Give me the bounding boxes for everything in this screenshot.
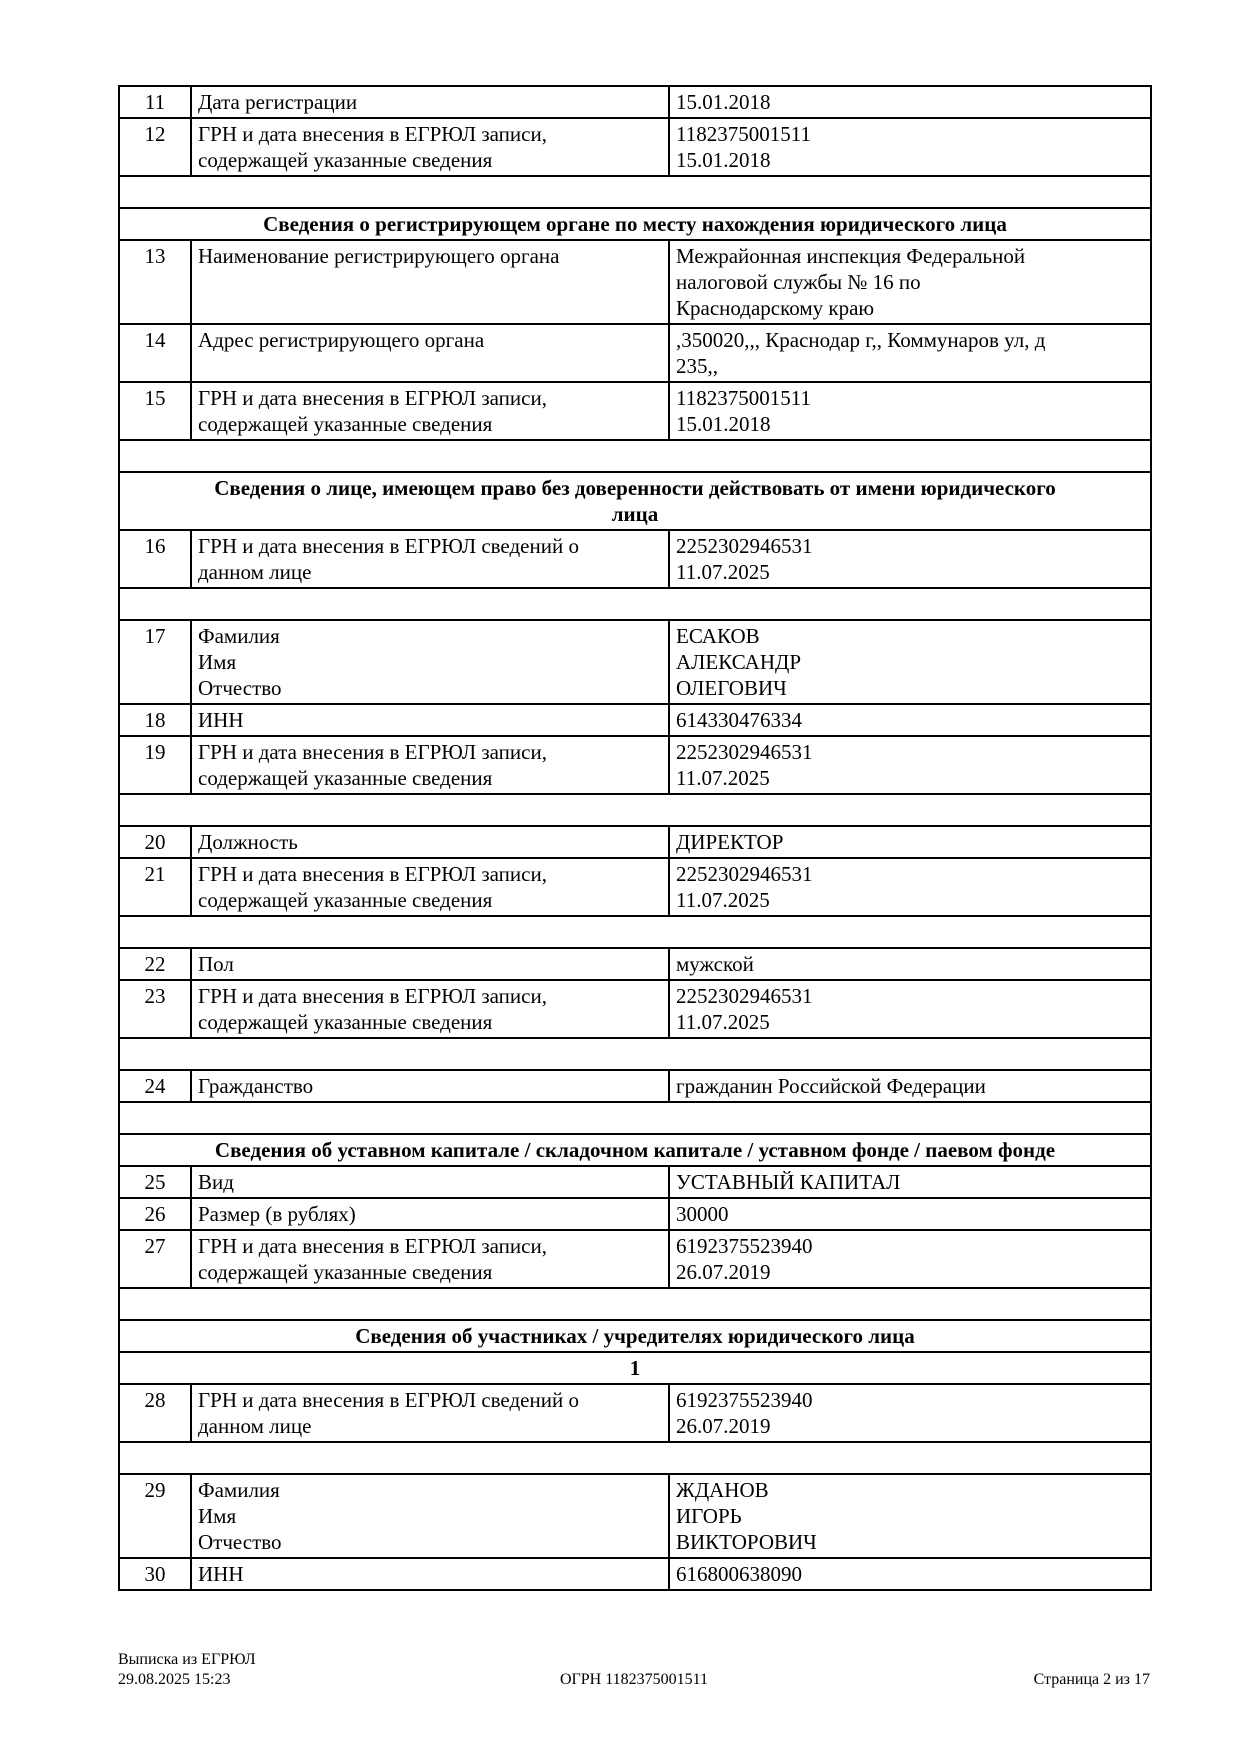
field-value-cell: [669, 324, 1151, 382]
spacer-cell: [119, 1038, 1151, 1070]
text-line: 15.01.2018: [676, 412, 771, 436]
field-value-cell: [669, 1558, 1151, 1590]
text-line: Наименование регистрирующего органа: [198, 244, 560, 268]
spacer-row: [119, 1102, 1151, 1134]
field-value-cell: [669, 736, 1151, 794]
table-row: [119, 1230, 1151, 1288]
table-row: [119, 86, 1151, 118]
egrul-table: [118, 85, 1152, 1591]
table-row: [119, 118, 1151, 176]
table-row: [119, 620, 1151, 704]
text-line: Имя: [198, 650, 237, 674]
text-line: АЛЕКСАНДР: [676, 650, 802, 674]
text-line: Гражданство: [198, 1074, 314, 1098]
text-line: 2252302946531: [676, 984, 813, 1008]
text-line: ДИРЕКТОР: [676, 830, 784, 854]
text-line: ИНН: [198, 1562, 244, 1586]
section-header-cell: [119, 208, 1151, 240]
text-line: 30000: [676, 1202, 729, 1226]
row-number-cell: 21: [119, 858, 191, 916]
table-row: [119, 530, 1151, 588]
row-number-cell: 13: [119, 240, 191, 324]
spacer-cell: [119, 1102, 1151, 1134]
section-row: [119, 1320, 1151, 1352]
row-number-cell: 19: [119, 736, 191, 794]
text-line: Фамилия: [198, 624, 280, 648]
text-line: данном лице: [198, 1414, 312, 1438]
table-row: [119, 382, 1151, 440]
row-number-cell: 15: [119, 382, 191, 440]
field-value-cell: [669, 118, 1151, 176]
table-row: [119, 704, 1151, 736]
text-line: содержащей указанные сведения: [198, 1260, 493, 1284]
text-line: ГРН и дата внесения в ЕГРЮЛ записи,: [198, 740, 547, 764]
text-line: ЖДАНОВ: [676, 1478, 769, 1502]
row-number-cell: 18: [119, 704, 191, 736]
text-line: ГРН и дата внесения в ЕГРЮЛ записи,: [198, 1234, 547, 1258]
table-row: [119, 1166, 1151, 1198]
text-line: ГРН и дата внесения в ЕГРЮЛ записи,: [198, 984, 547, 1008]
table-row: [119, 858, 1151, 916]
row-number-cell: 26: [119, 1198, 191, 1230]
text-line: 26.07.2019: [676, 1260, 771, 1284]
text-line: Имя: [198, 1504, 237, 1528]
text-line: содержащей указанные сведения: [198, 888, 493, 912]
row-number-cell: 25: [119, 1166, 191, 1198]
field-label-cell: [191, 240, 669, 324]
section-header-cell: [119, 1320, 1151, 1352]
text-line: Сведения об участниках / учредителях юридического лица: [355, 1324, 915, 1348]
text-line: 11.07.2025: [676, 1010, 770, 1034]
row-number-cell: 29: [119, 1474, 191, 1558]
text-line: мужской: [676, 952, 754, 976]
field-label-cell: [191, 948, 669, 980]
text-line: 2252302946531: [676, 534, 813, 558]
spacer-cell: [119, 916, 1151, 948]
row-number-cell: 17: [119, 620, 191, 704]
field-label-cell: [191, 1558, 669, 1590]
text-line: 1182375001511: [676, 122, 811, 146]
section-row: [119, 208, 1151, 240]
table-row: [119, 736, 1151, 794]
field-value-cell: [669, 858, 1151, 916]
spacer-cell: [119, 794, 1151, 826]
table-row: [119, 324, 1151, 382]
text-line: Адрес регистрирующего органа: [198, 328, 485, 352]
row-number-cell: 11: [119, 86, 191, 118]
field-label-cell: [191, 382, 669, 440]
field-label-cell: [191, 1198, 669, 1230]
field-label-cell: [191, 86, 669, 118]
row-number-cell: 23: [119, 980, 191, 1038]
table-row: [119, 1384, 1151, 1442]
text-line: 6192375523940: [676, 1388, 813, 1412]
table-row: [119, 240, 1151, 324]
table-row: [119, 1198, 1151, 1230]
text-line: ОЛЕГОВИЧ: [676, 676, 787, 700]
spacer-cell: [119, 440, 1151, 472]
field-value-cell: [669, 826, 1151, 858]
section-header-cell: [119, 472, 1151, 530]
spacer-row: [119, 916, 1151, 948]
spacer-cell: [119, 1288, 1151, 1320]
text-line: содержащей указанные сведения: [198, 412, 493, 436]
text-line: Вид: [198, 1170, 234, 1194]
field-label-cell: [191, 1474, 669, 1558]
field-label-cell: [191, 1070, 669, 1102]
text-line: 15.01.2018: [676, 90, 771, 114]
text-line: 614330476334: [676, 708, 802, 732]
text-line: гражданин Российской Федерации: [676, 1074, 986, 1098]
field-value-cell: [669, 980, 1151, 1038]
text-line: ИГОРЬ: [676, 1504, 742, 1528]
text-line: Пол: [198, 952, 234, 976]
field-value-cell: [669, 1070, 1151, 1102]
field-label-cell: [191, 704, 669, 736]
text-line: ИНН: [198, 708, 244, 732]
text-line: Сведения о регистрирующем органе по месту нахождения юридического лица: [263, 212, 1007, 236]
text-line: 2252302946531: [676, 862, 813, 886]
text-line: ГРН и дата внесения в ЕГРЮЛ сведений о: [198, 1388, 579, 1412]
text-line: 235,,: [676, 354, 718, 378]
spacer-cell: [119, 1442, 1151, 1474]
table-row: [119, 948, 1151, 980]
field-value-cell: [669, 1230, 1151, 1288]
field-value-cell: [669, 1198, 1151, 1230]
text-line: содержащей указанные сведения: [198, 766, 493, 790]
text-line: ГРН и дата внесения в ЕГРЮЛ сведений о: [198, 534, 579, 558]
row-number-cell: 28: [119, 1384, 191, 1442]
text-line: 15.01.2018: [676, 148, 771, 172]
text-line: ГРН и дата внесения в ЕГРЮЛ записи,: [198, 862, 547, 886]
row-number-cell: 14: [119, 324, 191, 382]
text-line: 11.07.2025: [676, 766, 770, 790]
spacer-row: [119, 794, 1151, 826]
text-line: Сведения о лице, имеющем право без доверенности действовать от имени юридического: [214, 476, 1056, 500]
field-value-cell: [669, 1384, 1151, 1442]
text-line: Отчество: [198, 676, 282, 700]
text-line: содержащей указанные сведения: [198, 1010, 493, 1034]
spacer-cell: [119, 588, 1151, 620]
text-line: Дата регистрации: [198, 90, 358, 114]
row-number-cell: 24: [119, 1070, 191, 1102]
text-line: Должность: [198, 830, 298, 854]
table-row: [119, 1474, 1151, 1558]
page-footer: [118, 1650, 1150, 1690]
field-value-cell: [669, 530, 1151, 588]
field-label-cell: [191, 858, 669, 916]
text-line: ,350020,,, Краснодар г,, Коммунаров ул, д: [676, 328, 1046, 352]
spacer-row: [119, 588, 1151, 620]
text-line: Сведения об уставном капитале / складочном капитале / уставном фонде / паевом фонде: [214, 1138, 1056, 1162]
field-label-cell: [191, 118, 669, 176]
field-label-cell: [191, 530, 669, 588]
field-value-cell: [669, 1474, 1151, 1558]
text-line: налоговой службы № 16 по: [676, 270, 921, 294]
text-line: Краснодарскому краю: [676, 296, 875, 320]
row-number-cell: 16: [119, 530, 191, 588]
section-header-cell: [119, 1134, 1151, 1166]
text-line: Размер (в рублях): [198, 1202, 356, 1226]
footer-doc-type: Выписка из ЕГРЮЛ: [118, 1651, 256, 1668]
field-value-cell: [669, 86, 1151, 118]
field-label-cell: [191, 826, 669, 858]
section-row: [119, 472, 1151, 530]
text-line: Отчество: [198, 1530, 282, 1554]
text-line: содержащей указанные сведения: [198, 148, 493, 172]
spacer-cell: [119, 176, 1151, 208]
text-line: 1: [629, 1356, 641, 1380]
field-label-cell: [191, 324, 669, 382]
spacer-row: [119, 1038, 1151, 1070]
text-line: Межрайонная инспекция Федеральной: [676, 244, 1026, 268]
text-line: 11.07.2025: [676, 560, 770, 584]
spacer-row: [119, 1442, 1151, 1474]
spacer-row: [119, 176, 1151, 208]
text-line: ГРН и дата внесения в ЕГРЮЛ записи,: [198, 122, 547, 146]
field-label-cell: [191, 736, 669, 794]
row-number-cell: 22: [119, 948, 191, 980]
field-value-cell: [669, 240, 1151, 324]
field-label-cell: [191, 1230, 669, 1288]
table-row: [119, 980, 1151, 1038]
group-index-cell: [119, 1352, 1151, 1384]
footer-left: [118, 1650, 462, 1690]
field-label-cell: [191, 980, 669, 1038]
text-line: 11.07.2025: [676, 888, 770, 912]
text-line: УСТАВНЫЙ КАПИТАЛ: [676, 1170, 901, 1194]
text-line: 2252302946531: [676, 740, 813, 764]
footer-ogrn: ОГРН 1182375001511: [559, 1671, 709, 1688]
text-line: Фамилия: [198, 1478, 280, 1502]
field-value-cell: [669, 620, 1151, 704]
section-row: [119, 1134, 1151, 1166]
row-number-cell: 30: [119, 1558, 191, 1590]
field-value-cell: [669, 704, 1151, 736]
text-line: 616800638090: [676, 1562, 802, 1586]
text-line: лица: [611, 502, 659, 526]
text-line: 6192375523940: [676, 1234, 813, 1258]
field-label-cell: [191, 620, 669, 704]
spacer-row: [119, 440, 1151, 472]
row-number-cell: 12: [119, 118, 191, 176]
text-line: 1182375001511: [676, 386, 811, 410]
table-row: [119, 826, 1151, 858]
text-line: ЕСАКОВ: [676, 624, 760, 648]
text-line: ВИКТОРОВИЧ: [676, 1530, 817, 1554]
text-line: данном лице: [198, 560, 312, 584]
field-label-cell: [191, 1384, 669, 1442]
text-line: 26.07.2019: [676, 1414, 771, 1438]
field-value-cell: [669, 948, 1151, 980]
spacer-row: [119, 1288, 1151, 1320]
footer-generated-at: 29.08.2025 15:23: [118, 1671, 231, 1688]
row-number-cell: 20: [119, 826, 191, 858]
table-row: [119, 1558, 1151, 1590]
center-row: [119, 1352, 1151, 1384]
row-number-cell: 27: [119, 1230, 191, 1288]
footer-page-info: Страница 2 из 17: [1033, 1671, 1150, 1688]
field-value-cell: [669, 1166, 1151, 1198]
field-value-cell: [669, 382, 1151, 440]
table-row: [119, 1070, 1151, 1102]
egrul-table-body: [119, 86, 1151, 1590]
field-label-cell: [191, 1166, 669, 1198]
text-line: ГРН и дата внесения в ЕГРЮЛ записи,: [198, 386, 547, 410]
